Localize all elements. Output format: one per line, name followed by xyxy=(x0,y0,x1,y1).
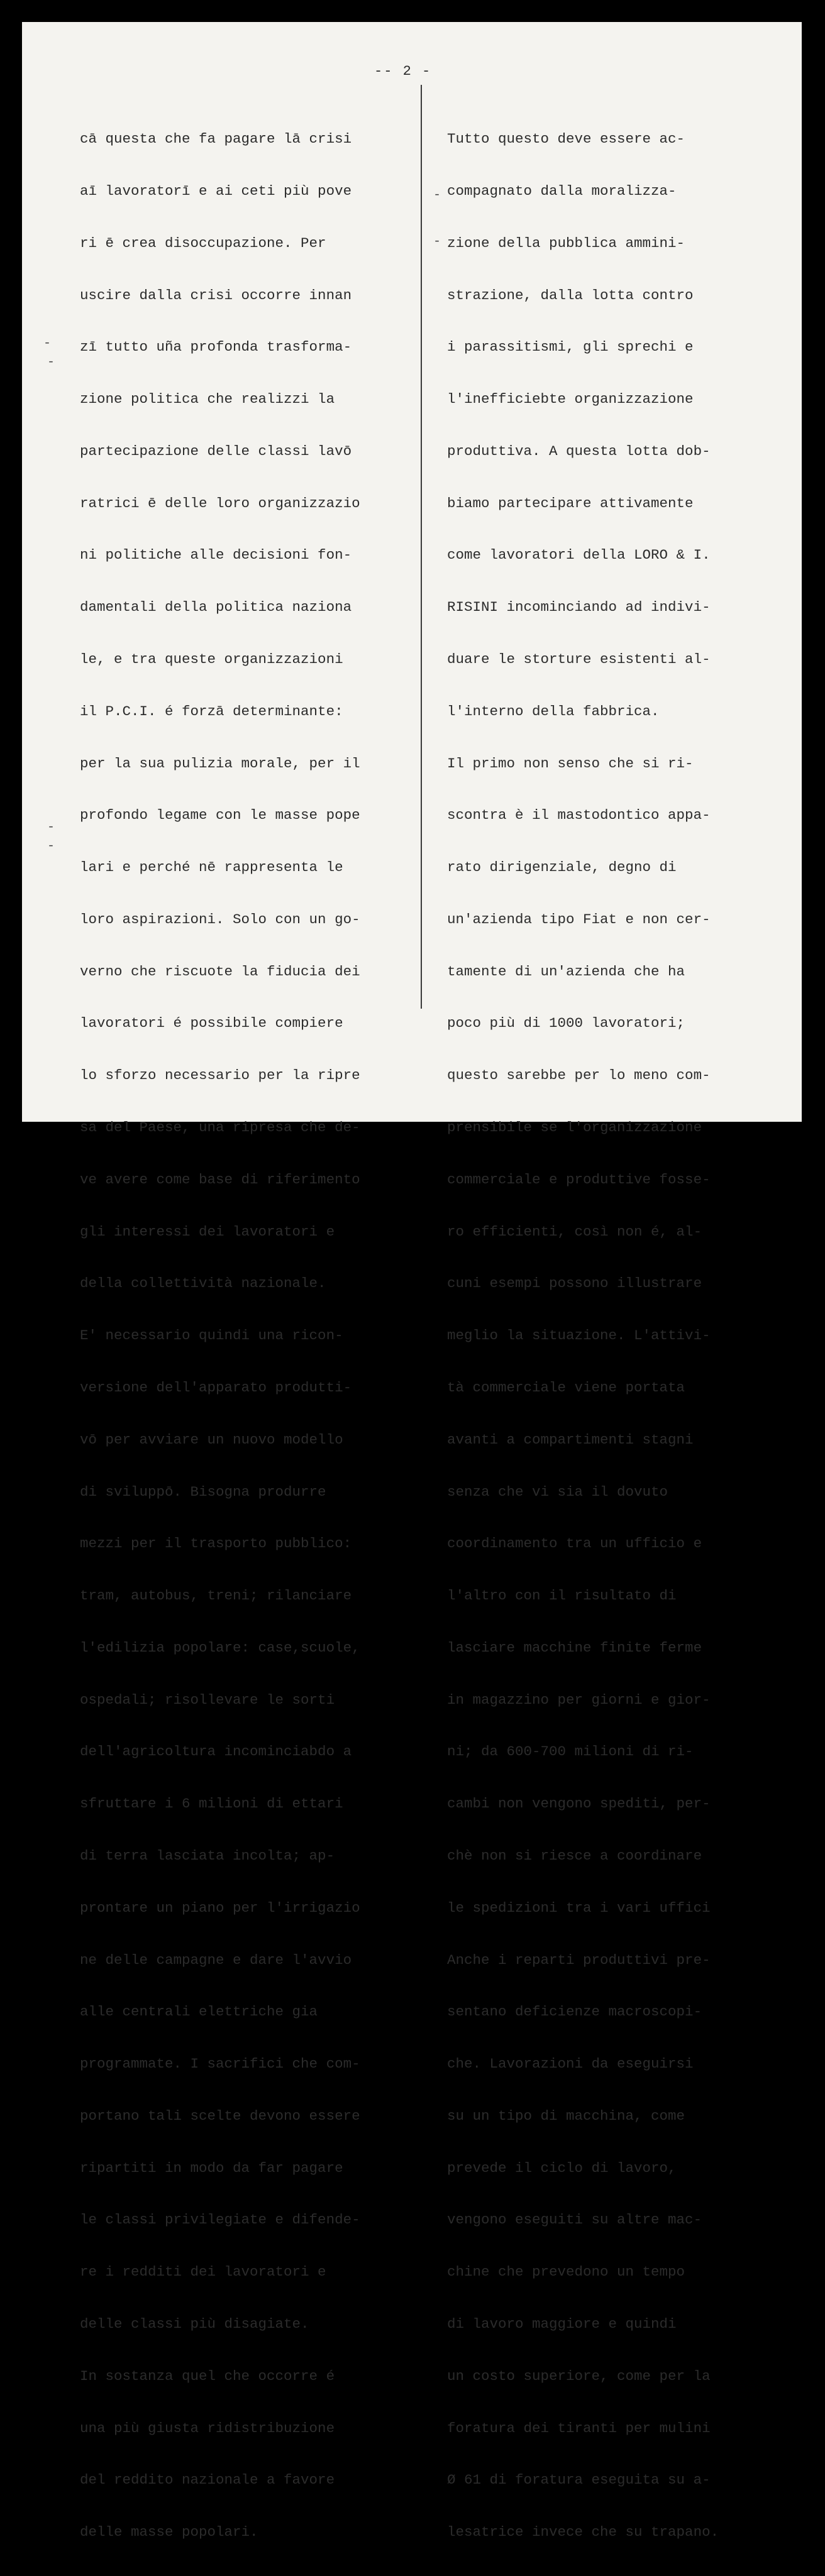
text-line: Tutto questo deve essere ac- xyxy=(447,131,685,148)
text-line: poco più di 1000 lavoratori; xyxy=(447,1015,685,1032)
text-line: ratrici ē delle loro organizzazio xyxy=(80,495,360,512)
text-line: meglio la situazione. L'attivi- xyxy=(447,1327,711,1344)
text-line: cā questa che fa pagare lā crisi xyxy=(80,131,352,148)
text-line: alle centrali elettriche gia xyxy=(80,2003,318,2020)
text-line: programmate. I sacrifici che com- xyxy=(80,2056,360,2073)
text-line: questo sarebbe per lo meno com- xyxy=(447,1067,711,1084)
text-line: senza che vi sia il dovuto xyxy=(447,1483,668,1500)
text-line: tamente di un'azienda che ha xyxy=(447,963,685,980)
text-line: prevede il ciclo di lavoro, xyxy=(447,2159,677,2176)
text-line: duare le storture esistenti al- xyxy=(447,651,711,667)
text-line: il P.C.I. é forzā determinante: xyxy=(80,703,343,720)
text-line: verno che riscuote la fiducia dei xyxy=(80,963,360,980)
text-line: mezzi per il trasporto pubblico: xyxy=(80,1535,352,1552)
text-line: cuni esempi possono illustrare xyxy=(447,1275,702,1292)
text-line: un costo superiore, come per la xyxy=(447,2367,711,2384)
text-line: per la sua pulizia morale, per il xyxy=(80,755,360,772)
text-line: l'interno della fabbrica. xyxy=(447,703,660,720)
column-divider xyxy=(421,85,422,1009)
text-line: tà commerciale viene portata xyxy=(447,1379,685,1396)
text-line: ripartiti in modo da far pagare xyxy=(80,2159,343,2176)
text-line: uscire dalla crisi occorre innan xyxy=(80,287,352,304)
text-line: gli interessi dei lavoratori e xyxy=(80,1223,335,1240)
margin-tick: - xyxy=(47,820,55,835)
text-line: come lavoratori della LORO & I. xyxy=(447,547,711,564)
text-line: i parassitismi, gli sprechi e xyxy=(447,339,694,356)
text-line: del reddito nazionale a favore xyxy=(80,2472,335,2489)
text-line: damentali della politica naziona xyxy=(80,599,352,616)
text-line: compagnato dalla moralizza- xyxy=(447,182,677,199)
text-line: ne delle campagne e dare l'avvio xyxy=(80,1951,352,1968)
text-line: scontra è il mastodontico appa- xyxy=(447,807,711,824)
text-line: zione della pubblica ammini- xyxy=(447,234,685,251)
text-line: sa del Paese, una ripresa che de- xyxy=(80,1119,360,1136)
margin-tick: - xyxy=(433,234,441,249)
text-line: RISINI incominciando ad indivi- xyxy=(447,599,711,616)
text-line: Anche i reparti produttivi pre- xyxy=(447,1951,711,1968)
margin-tick: - xyxy=(433,188,441,202)
text-line: re i redditi dei lavoratori e xyxy=(80,2264,326,2281)
text-line: zī tutto uña profonda trasforma- xyxy=(80,339,352,356)
text-line: rato dirigenziale, degno di xyxy=(447,859,677,876)
text-line: lo sforzo necessario per la ripre xyxy=(80,1067,360,1084)
text-line: ni politiche alle decisioni fon- xyxy=(80,547,352,564)
text-line: l'inefficiebte organizzazione xyxy=(447,391,694,408)
page-number: -- 2 - xyxy=(374,63,432,79)
text-line: delle classi più disagiate. xyxy=(80,2316,309,2332)
text-line: tram, autobus, treni; rilanciare xyxy=(80,1587,352,1604)
text-line: delle masse popolari. xyxy=(80,2524,258,2541)
text-line: lavoratori é possibile compiere xyxy=(80,1015,343,1032)
text-line: l'edilizia popolare: case,scuole, xyxy=(80,1639,360,1656)
right-column xyxy=(447,96,780,2576)
margin-tick: - xyxy=(47,355,55,370)
text-line: profondo legame con le masse pope xyxy=(80,807,360,824)
text-line: E' necessario quindi una ricon- xyxy=(80,1327,343,1344)
text-line: produttiva. A questa lotta dob- xyxy=(447,442,711,459)
text-line: ve avere come base di riferimento xyxy=(80,1171,360,1188)
text-line: versione dell'apparato produtti- xyxy=(80,1379,352,1396)
text-line: cambi non vengono spediti, per- xyxy=(447,1795,711,1812)
text-line: ro efficienti, così non é, al- xyxy=(447,1223,702,1240)
margin-tick: - xyxy=(47,839,55,853)
text-line: in magazzino per giorni e gior- xyxy=(447,1691,711,1708)
text-line: dell'agricoltura incominciabdo a xyxy=(80,1743,352,1760)
text-line: portano tali scelte devono essere xyxy=(80,2107,360,2124)
text-line: commerciale e produttive fosse- xyxy=(447,1171,711,1188)
text-line: le, e tra queste organizzazioni xyxy=(80,651,343,667)
text-line: ospedali; risollevare le sorti xyxy=(80,1691,335,1708)
text-line: sfruttare i 6 milioni di ettari xyxy=(80,1795,343,1812)
text-line: prensibile se l'organizzazione xyxy=(447,1119,702,1136)
text-line: strazione, dalla lotta contro xyxy=(447,287,694,304)
text-line: su un tipo di macchina, come xyxy=(447,2107,685,2124)
text-line: lesatrice invece che su trapano. xyxy=(447,2524,719,2541)
text-line: In sostanza quel che occorre é xyxy=(80,2367,335,2384)
text-line: di lavoro maggiore e quindi xyxy=(447,2316,677,2332)
text-line: di sviluppō. Bisogna produrre xyxy=(80,1483,326,1500)
text-line: l'altro con il risultato di xyxy=(447,1587,677,1604)
text-line: Il primo non senso che si ri- xyxy=(447,755,694,772)
text-line: prontare un piano per l'irrigazio xyxy=(80,1899,360,1916)
text-line: della collettività nazionale. xyxy=(80,1275,326,1292)
text-line: biamo partecipare attivamente xyxy=(447,495,694,512)
text-line: aī lavoratorī e ai ceti più pove xyxy=(80,182,352,199)
text-line: una più giusta ridistribuzione xyxy=(80,2420,335,2436)
text-line: di terra lasciata incolta; ap- xyxy=(80,1847,335,1864)
margin-tick: - xyxy=(43,336,52,351)
text-line: loro aspirazioni. Solo con un go- xyxy=(80,911,360,928)
text-line: un'azienda tipo Fiat e non cer- xyxy=(447,911,711,928)
text-line: foratura dei tiranti per mulini xyxy=(447,2420,711,2436)
text-line: lari e perché nē rappresenta le xyxy=(80,859,343,876)
text-line: vō per avviare un nuovo modello xyxy=(80,1431,343,1448)
text-line: chine che prevedono un tempo xyxy=(447,2264,685,2281)
text-line: avanti a compartimenti stagni xyxy=(447,1431,694,1448)
text-line: coordinamento tra un ufficio e xyxy=(447,1535,702,1552)
text-line: le spedizioni tra i vari uffici xyxy=(447,1899,711,1916)
text-line: le classi privilegiate e difende- xyxy=(80,2212,360,2228)
text-line: chè non si riesce a coordinare xyxy=(447,1847,702,1864)
text-line: ni; da 600-700 milioni di ri- xyxy=(447,1743,694,1760)
left-column xyxy=(80,96,413,2576)
text-line: Ø 61 di foratura eseguita su a- xyxy=(447,2472,711,2489)
text-line: vengono eseguiti su altre mac- xyxy=(447,2212,702,2228)
typewritten-page xyxy=(22,22,802,2541)
text-line: zione politica che realizzi la xyxy=(80,391,335,408)
text-line: lasciare macchine finite ferme xyxy=(447,1639,702,1656)
text-line: ri ē crea disoccupazione. Per xyxy=(80,234,326,251)
text-line: che. Lavorazioni da eseguirsi xyxy=(447,2056,694,2073)
text-line: partecipazione delle classi lavō xyxy=(80,442,352,459)
text-line: sentano deficienze macroscopi- xyxy=(447,2003,702,2020)
